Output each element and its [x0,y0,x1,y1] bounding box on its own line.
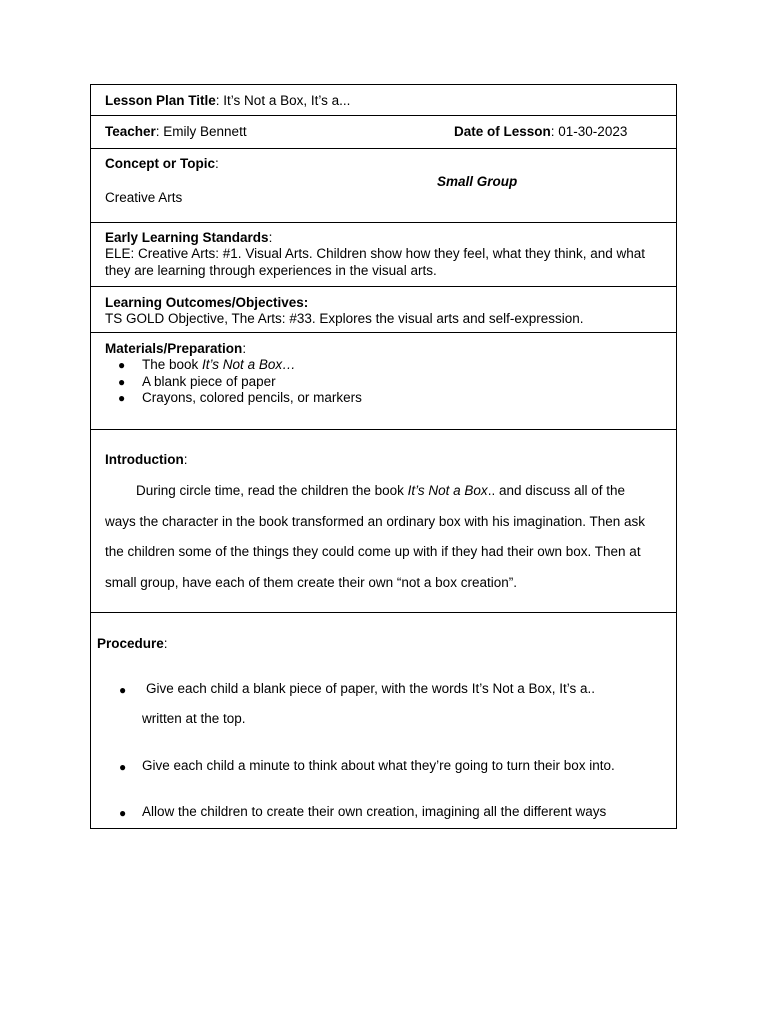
materials-colon: : [242,341,247,356]
standards-heading [105,230,272,245]
concept-colon: : [215,156,219,171]
list-item [105,374,362,391]
standards-label: Early Learning Standards [105,230,269,245]
bullet-icon: ● [118,374,126,389]
outcomes-value: TS GOLD Objective, The Arts: #33. Explores the visual arts and self-expression. [105,311,584,326]
materials-label: Materials/Preparation [105,341,243,356]
concept-heading [105,156,219,171]
introduction-label: Introduction [105,452,184,467]
procedure-step: Allow the children to create their own creation, imagining all the different ways [142,804,607,819]
material-text: The book [142,357,203,372]
materials-heading [105,341,246,356]
concept-label: Concept or Topic [105,156,215,171]
teacher-line [105,124,247,139]
intro-text-2: .. and discuss all of the ways the character in the book transformed an ordinary box with his imagination. Then ask the children some of the things they could come up with if they had their own box. Then at small group, have each of them create their own “not a box creation”. [105,483,646,590]
concept-row [91,149,676,223]
standards-row [91,223,676,287]
title-line [105,93,350,108]
bullet-icon: ● [118,358,126,372]
procedure-colon: : [163,636,168,651]
date-value: : 01-30-2023 [550,124,628,139]
procedure-row [91,613,676,828]
concept-value: Creative Arts [105,190,183,205]
title-value: : It’s Not a Box, It’s a... [215,93,351,108]
materials-list [105,357,362,407]
material-italic: It’s Not a Box… [202,357,296,372]
procedure-heading [97,636,168,651]
lesson-plan-table [90,84,677,829]
title-row [91,85,676,116]
date-line [454,124,627,139]
bullet-icon: ● [119,683,127,697]
procedure-step: Give each child a blank piece of paper, with the words It’s Not a Box, It’s a.. [146,681,595,696]
introduction-paragraph [105,476,650,598]
procedure-label: Procedure [97,636,164,651]
introduction-heading [105,452,188,467]
standards-colon: : [268,230,273,245]
title-label: Lesson Plan Title [105,93,216,108]
material-text: A blank piece of paper [142,373,276,389]
intro-book-title: It’s Not a Box [407,483,488,498]
material-text: Crayons, colored pencils, or markers [142,390,362,405]
teacher-value: : Emily Bennett [155,124,247,139]
bullet-icon: ● [119,806,127,820]
date-label: Date of Lesson [454,124,551,139]
procedure-step: Give each child a minute to think about what they’re going to turn their box into. [142,758,615,773]
outcomes-row [91,287,676,333]
materials-row [91,333,676,430]
procedure-step-continued: written at the top. [142,711,246,726]
teacher-label: Teacher [105,124,156,139]
outcomes-label: Learning Outcomes/Objectives: [105,295,309,310]
teacher-row [91,116,676,149]
introduction-colon: : [183,452,188,467]
intro-text-1: During circle time, read the children the book [136,483,408,498]
list-item [105,390,362,407]
group-type: Small Group [437,174,518,189]
standards-value: ELE: Creative Arts: #1. Visual Arts. Children show how they feel, what they think, and what they are learning through experiences in the visual arts. [105,246,646,278]
list-item [105,357,362,374]
bullet-icon: ● [119,760,127,774]
introduction-row [91,430,676,613]
bullet-icon: ● [118,391,126,405]
